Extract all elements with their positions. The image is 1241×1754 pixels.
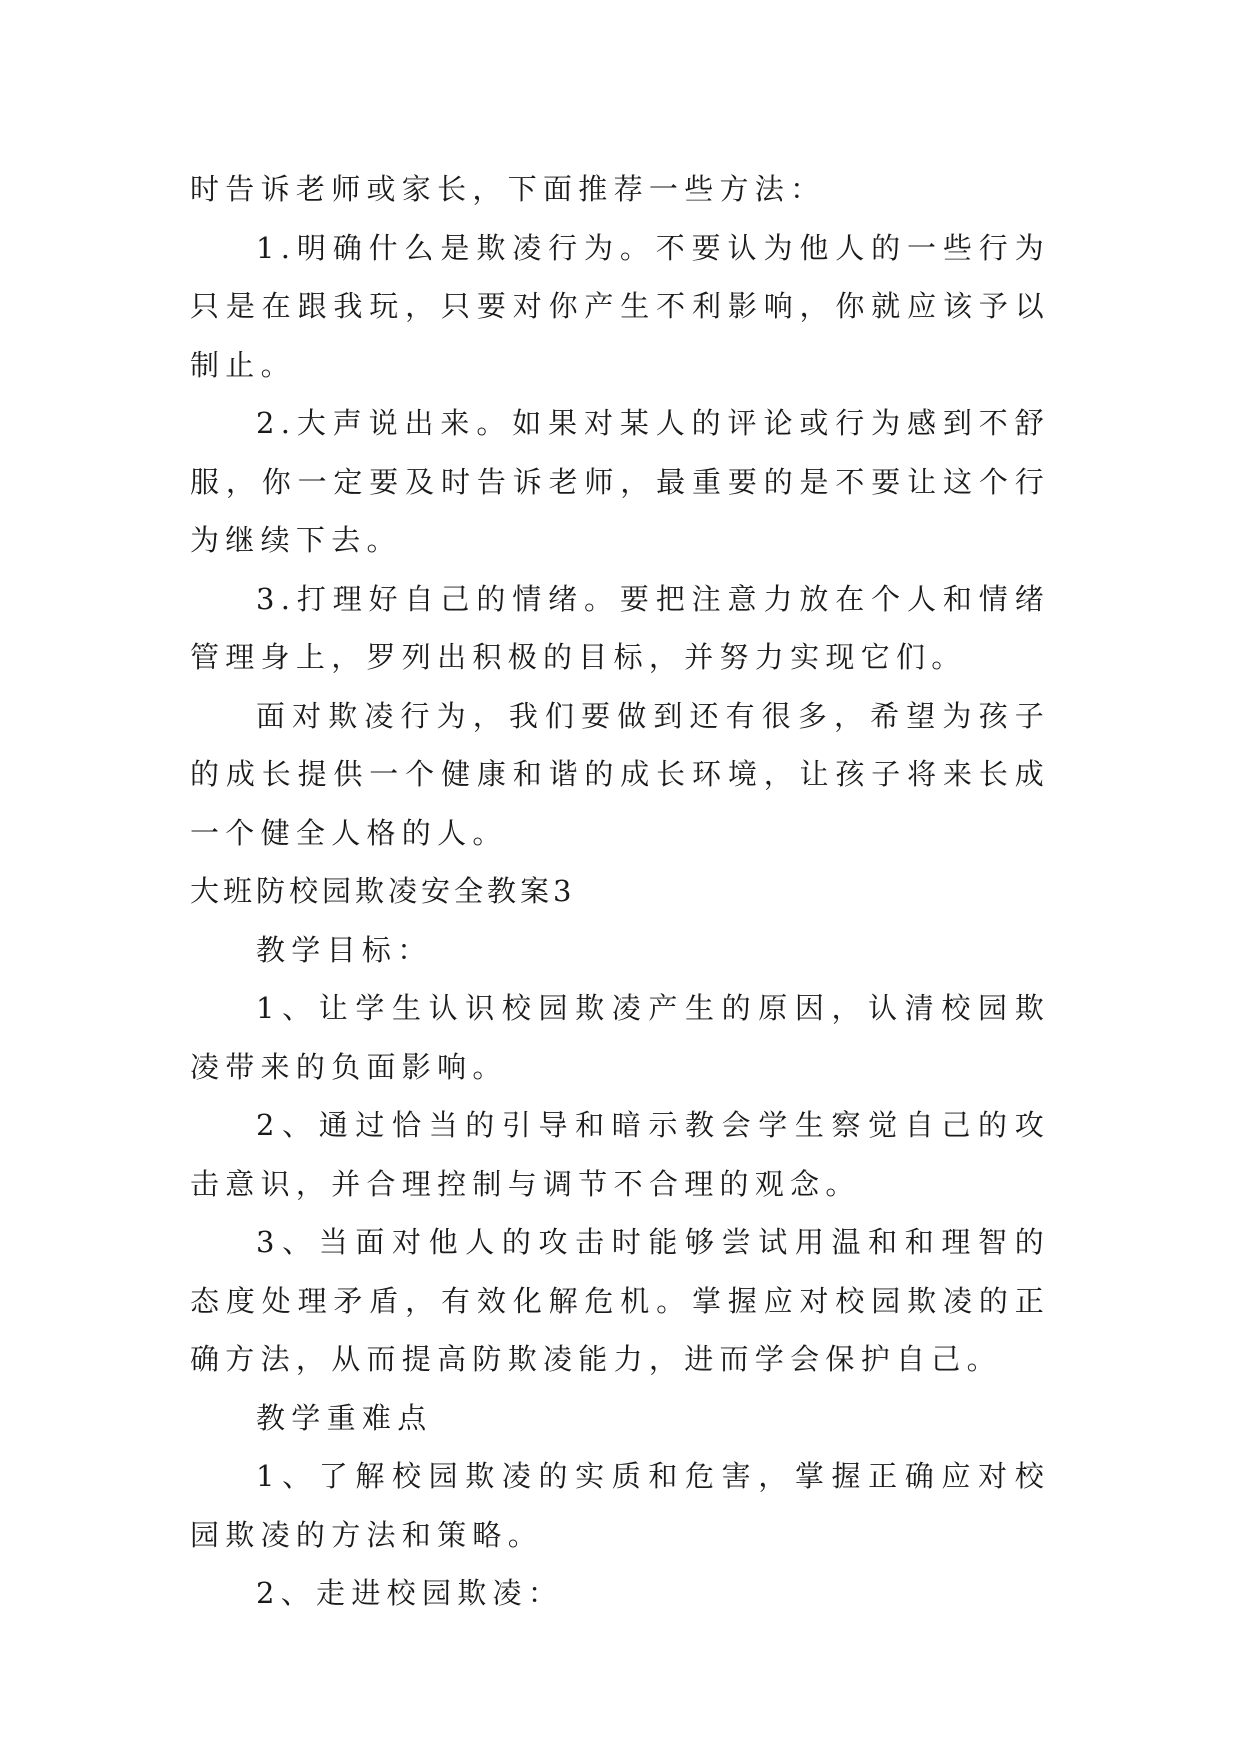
paragraph-key-point-1: 1、了解校园欺凌的实质和危害，掌握正确应对校园欺凌的方法和策略。 [190,1459,1050,1552]
paragraph-key-points-label: 教学重难点 [256,1400,433,1435]
document-body [190,160,1050,1623]
paragraph-method-2: 2.大声说出来。如果对某人的评论或行为感到不舒服，你一定要及时告诉老师，最重要的是不要让这个行为继续下去。 [190,406,1050,557]
paragraph-goal-3: 3、当面对他人的攻击时能够尝试用温和和理智的态度处理矛盾，有效化解危机。掌握应对校园欺凌的正确方法，从而提高防欺凌能力，进而学会保护自己。 [190,1225,1050,1376]
paragraph-teaching-goals-label: 教学目标： [256,932,433,967]
paragraph-method-3: 3.打理好自己的情绪。要把注意力放在个人和情绪管理身上，罗列出积极的目标，并努力实现它们。 [190,581,1050,674]
paragraph-goal-1: 1、让学生认识校园欺凌产生的原因，认清校园欺凌带来的负面影响。 [190,991,1050,1084]
paragraph-continuation: 时告诉老师或家长，下面推荐一些方法： [190,172,826,206]
paragraph-method-1: 1.明确什么是欺凌行为。不要认为他人的一些行为只是在跟我玩，只要对你产生不利影响，你就应该予以制止。 [190,230,1050,382]
section-heading: 大班防校园欺凌安全教案3 [190,874,576,908]
paragraph-conclusion: 面对欺凌行为，我们要做到还有很多，希望为孩子的成长提供一个健康和谐的成长环境，让孩子将来长成一个健全人格的人。 [190,698,1050,850]
paragraph-goal-2: 2、通过恰当的引导和暗示教会学生察觉自己的攻击意识，并合理控制与调节不合理的观念。 [190,1108,1050,1201]
paragraph-key-point-2: 2、走进校园欺凌： [256,1576,564,1610]
